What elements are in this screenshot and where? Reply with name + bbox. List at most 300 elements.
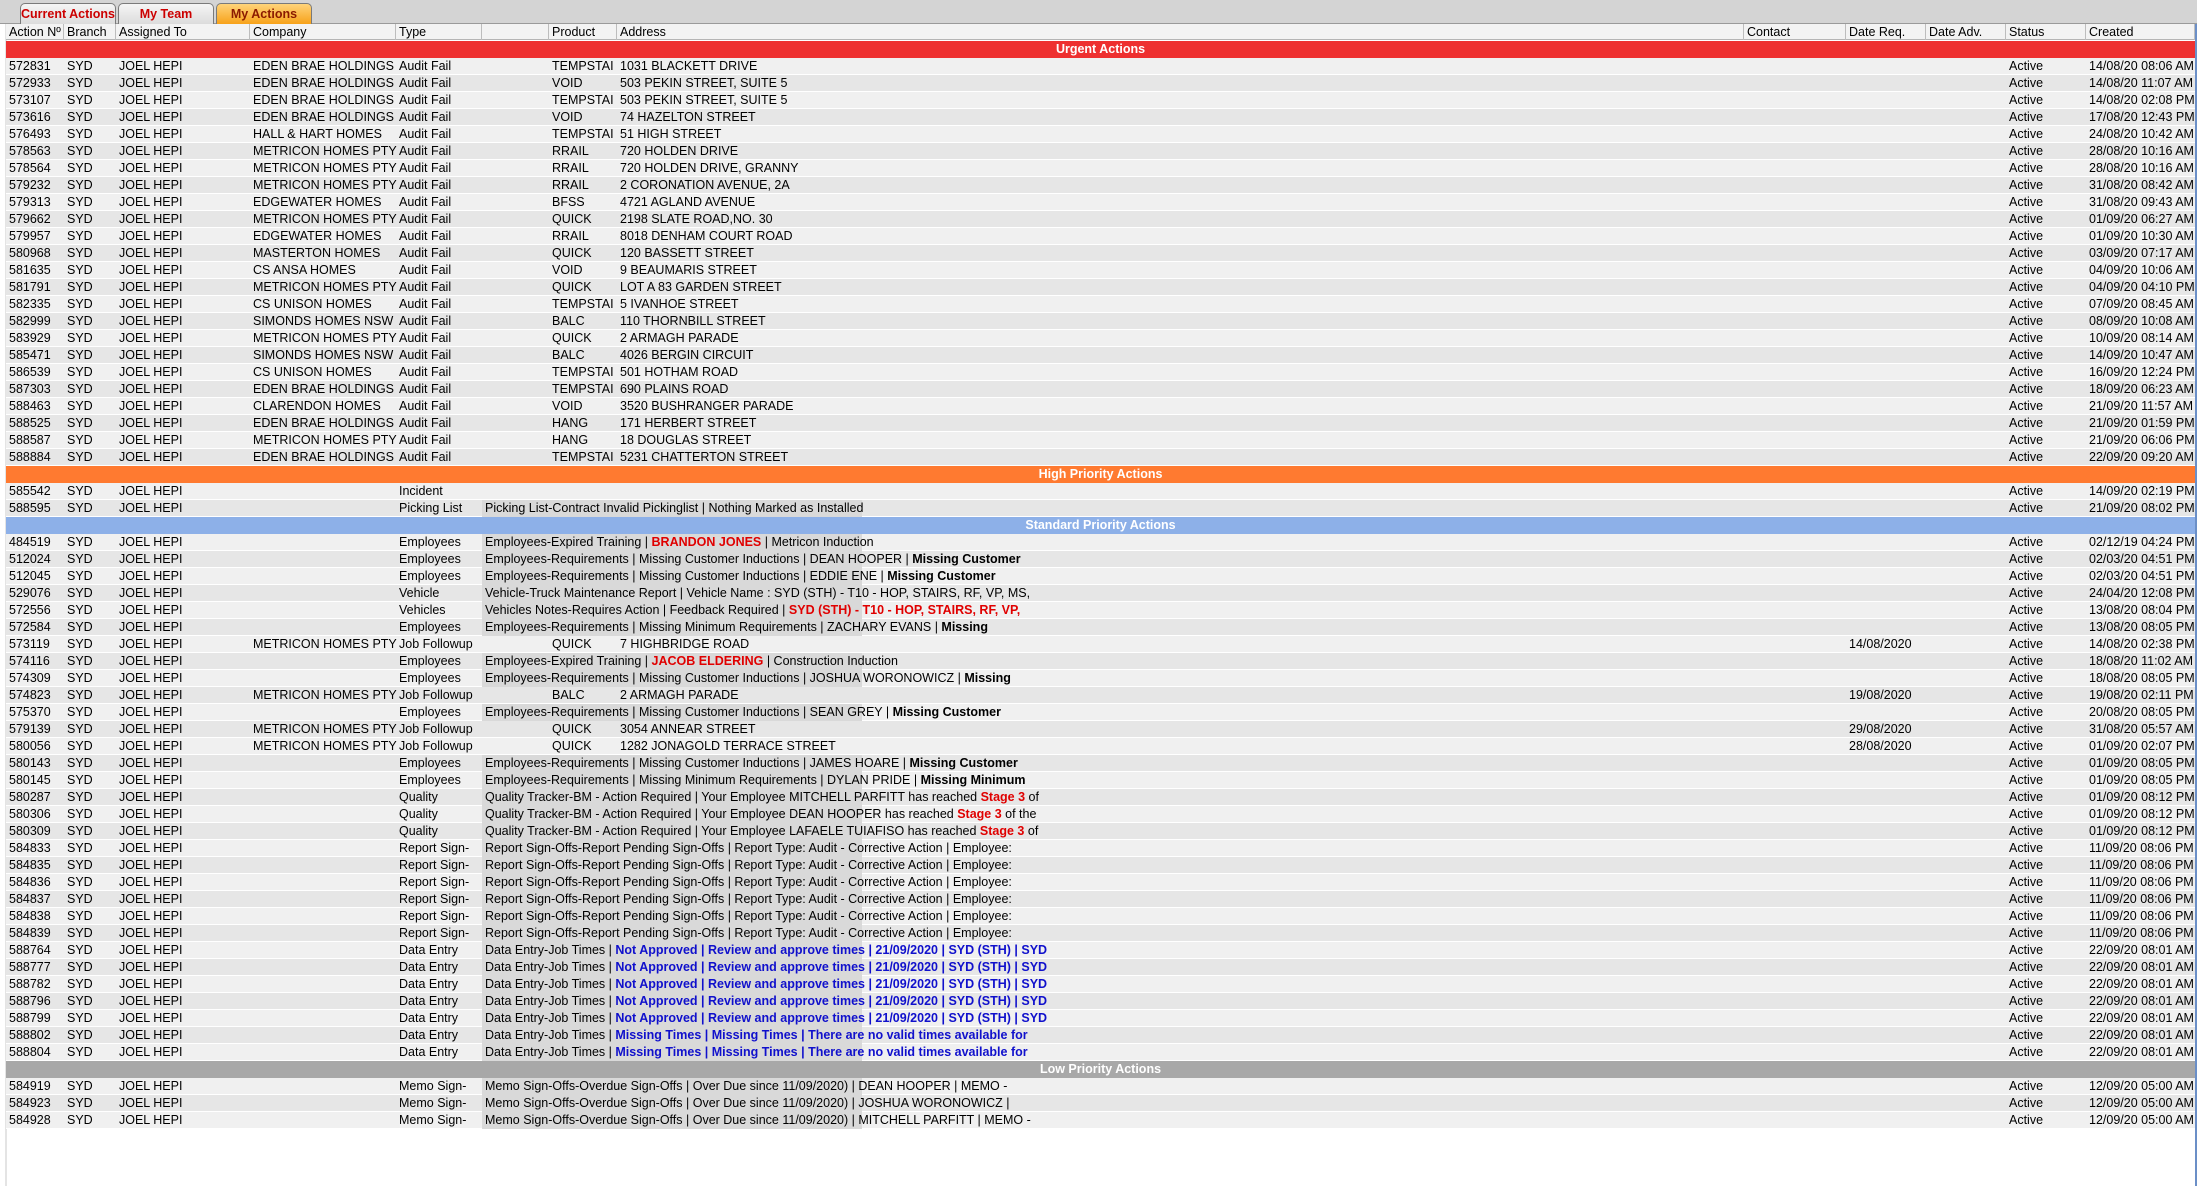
table-row[interactable] xyxy=(6,959,2195,976)
description-part: Memo Sign-Offs-Overdue Sign-Offs | Over Due since 11/09/2020) | JOSHUA WORONOWICZ | xyxy=(485,1096,1010,1110)
table-row[interactable] xyxy=(6,160,2195,177)
table-row[interactable] xyxy=(6,1078,2195,1095)
section-header-urgent-actions[interactable]: Urgent Actions xyxy=(6,41,2195,58)
table-row[interactable] xyxy=(6,823,2195,840)
cell-company: METRICON HOMES PTY xyxy=(253,722,397,736)
table-row[interactable] xyxy=(6,313,2195,330)
cell-address: 1031 BLACKETT DRIVE xyxy=(620,59,758,73)
cell-assigned-to: JOEL HEPI xyxy=(119,484,183,498)
column-header-date-requested[interactable]: Date Req. xyxy=(1846,24,1926,40)
cell-address: 51 HIGH STREET xyxy=(620,127,722,141)
table-row[interactable] xyxy=(6,874,2195,891)
table-row[interactable] xyxy=(6,976,2195,993)
cell-company: CLARENDON HOMES xyxy=(253,399,381,413)
description-part: Employees-Requirements | Missing Minimum Requirements | ZACHARY EVANS | xyxy=(485,620,942,634)
cell-type: Report Sign- xyxy=(399,909,470,923)
table-row[interactable] xyxy=(6,891,2195,908)
cell-company xyxy=(250,959,396,975)
cell-assigned-to: JOEL HEPI xyxy=(119,144,183,158)
cell-assigned-to: JOEL HEPI xyxy=(119,195,183,209)
cell-type: Audit Fail xyxy=(399,178,452,192)
table-row[interactable] xyxy=(6,1044,2195,1061)
table-row[interactable] xyxy=(6,993,2195,1010)
cell-contact xyxy=(1744,704,1846,720)
table-row[interactable] xyxy=(6,126,2195,143)
description-part[interactable]: Stage 3 xyxy=(957,807,1002,821)
cell-contact xyxy=(1744,279,1846,295)
cell-company: HALL & HART HOMES xyxy=(253,127,382,141)
cell-description xyxy=(482,602,1021,619)
cell-date-requested xyxy=(1846,262,1926,278)
cell-created: 28/08/20 10:16 AM xyxy=(2089,161,2194,175)
tab-my-team[interactable]: My Team xyxy=(118,3,214,24)
cell-date-advised xyxy=(1926,313,2006,329)
table-row[interactable] xyxy=(6,840,2195,857)
cell-type: Data Entry xyxy=(399,994,459,1008)
cell-company xyxy=(250,704,396,720)
cell-branch: SYD xyxy=(67,399,93,413)
table-row[interactable] xyxy=(6,806,2195,823)
cell-created: 01/09/20 08:12 PM xyxy=(2089,807,2195,821)
table-row[interactable] xyxy=(6,738,2195,755)
cell-product: RRAIL xyxy=(552,144,589,158)
cell-description xyxy=(482,585,1031,602)
cell-product: VOID xyxy=(552,110,583,124)
cell-type: Audit Fail xyxy=(399,348,452,362)
cell-status: Active xyxy=(2009,977,2044,991)
table-row[interactable] xyxy=(6,177,2195,194)
cell-address: 2198 SLATE ROAD,NO. 30 xyxy=(620,212,773,226)
cell-company: EDEN BRAE HOLDINGS xyxy=(253,382,395,396)
cell-status: Active xyxy=(2009,195,2044,209)
table-row[interactable] xyxy=(6,415,2195,432)
tab-my-actions[interactable]: My Actions xyxy=(216,3,312,24)
cell-date-requested xyxy=(1846,925,1926,941)
cell-status: Active xyxy=(2009,994,2044,1008)
cell-date-advised xyxy=(1926,619,2006,635)
cell-assigned-to: JOEL HEPI xyxy=(119,858,183,872)
cell-status: Active xyxy=(2009,943,2044,957)
cell-product: VOID xyxy=(552,399,583,413)
table-row[interactable] xyxy=(6,211,2195,228)
cell-date-advised xyxy=(1926,296,2006,312)
cell-status: Active xyxy=(2009,756,2044,770)
cell-address: 3054 ANNEAR STREET xyxy=(620,722,756,736)
cell-created: 12/09/20 05:00 AM xyxy=(2089,1096,2194,1110)
section-header-high-priority-actions[interactable]: High Priority Actions xyxy=(6,466,2195,483)
cell-assigned-to: JOEL HEPI xyxy=(119,93,183,107)
section-header-low-priority-actions[interactable]: Low Priority Actions xyxy=(6,1061,2195,1078)
column-header-status[interactable]: Status xyxy=(2006,24,2086,40)
cell-action-number: 584836 xyxy=(9,875,51,889)
cell-address: 5 IVANHOE STREET xyxy=(620,297,739,311)
cell-branch: SYD xyxy=(67,790,93,804)
cell-action-number: 574309 xyxy=(9,671,51,685)
cell-assigned-to: JOEL HEPI xyxy=(119,535,183,549)
description-part: Employees-Requirements | Missing Customer Inductions | EDDIE ENE | xyxy=(485,569,888,583)
table-row[interactable] xyxy=(6,245,2195,262)
cell-assigned-to: JOEL HEPI xyxy=(119,552,183,566)
cell-contact xyxy=(1744,993,1846,1009)
cell-contact xyxy=(1744,636,1846,652)
table-row[interactable] xyxy=(6,551,2195,568)
description-part[interactable]: Stage 3 xyxy=(980,790,1026,804)
cell-status: Active xyxy=(2009,1096,2044,1110)
cell-address: 9 BEAUMARIS STREET xyxy=(620,263,757,277)
cell-status: Active xyxy=(2009,790,2044,804)
table-row[interactable] xyxy=(6,755,2195,772)
cell-action-number: 579139 xyxy=(9,722,51,736)
description-part[interactable]: Not Approved | Review and approve times | 21/09/2020 | SYD (STH) | SYD xyxy=(615,1011,1048,1025)
cell-contact xyxy=(1744,500,1846,516)
tab-current-actions[interactable]: Current Actions xyxy=(20,3,116,24)
cell-action-number: 578563 xyxy=(9,144,51,158)
cell-company: EDEN BRAE HOLDINGS xyxy=(253,416,395,430)
table-row[interactable] xyxy=(6,670,2195,687)
description-part[interactable]: SYD (STH) - T10 - HOP, STAIRS, RF, VP, xyxy=(788,603,1021,617)
cell-address: 2 CORONATION AVENUE, 2A xyxy=(620,178,790,192)
cell-created: 21/09/20 11:57 AM xyxy=(2089,399,2194,413)
cell-description xyxy=(482,976,1048,993)
cell-status: Active xyxy=(2009,875,2044,889)
cell-status: Active xyxy=(2009,603,2044,617)
cell-created: 16/09/20 12:24 PM xyxy=(2089,365,2195,379)
cell-date-requested xyxy=(1846,874,1926,890)
table-row[interactable] xyxy=(6,568,2195,585)
cell-contact xyxy=(1744,551,1846,567)
cell-action-number: 580309 xyxy=(9,824,51,838)
cell-created: 02/03/20 04:51 PM xyxy=(2089,569,2195,583)
table-row[interactable] xyxy=(6,109,2195,126)
description-part: Report Sign-Offs-Report Pending Sign-Offs | Report Type: Audit - Corrective Action | Employee: xyxy=(485,875,1012,889)
cell-date-advised xyxy=(1926,823,2006,839)
description-part: Memo Sign-Offs-Overdue Sign-Offs | Over Due since 11/09/2020) | DEAN HOOPER | MEMO - xyxy=(485,1079,1008,1093)
description-part[interactable]: Not Approved | Review and approve times | 21/09/2020 | SYD (STH) | SYD xyxy=(615,977,1048,991)
cell-date-requested xyxy=(1846,415,1926,431)
cell-company xyxy=(250,568,396,584)
cell-type: Report Sign- xyxy=(399,926,470,940)
cell-product: TEMPSTAI xyxy=(552,93,614,107)
cell-description xyxy=(482,942,1048,959)
cell-assigned-to: JOEL HEPI xyxy=(119,365,183,379)
cell-company: METRICON HOMES PTY xyxy=(253,331,397,345)
table-row[interactable] xyxy=(6,194,2195,211)
cell-description xyxy=(482,534,874,551)
description-part[interactable]: Not Approved | Review and approve times | 21/09/2020 | SYD (STH) | SYD xyxy=(615,994,1048,1008)
description-part[interactable]: Missing Times | Missing Times | There are no valid times available for xyxy=(615,1045,1028,1059)
cell-action-number: 588796 xyxy=(9,994,51,1008)
cell-type: Memo Sign- xyxy=(399,1113,467,1127)
cell-date-requested xyxy=(1846,75,1926,91)
table-row[interactable] xyxy=(6,534,2195,551)
cell-product: TEMPSTAI xyxy=(552,297,614,311)
cell-date-requested xyxy=(1846,891,1926,907)
cell-date-advised xyxy=(1926,279,2006,295)
cell-product xyxy=(549,483,617,499)
column-header-branch[interactable]: Branch xyxy=(64,24,116,40)
table-row[interactable] xyxy=(6,262,2195,279)
cell-date-advised xyxy=(1926,551,2006,567)
cell-date-requested xyxy=(1846,160,1926,176)
cell-type: Employees xyxy=(399,705,461,719)
cell-date-advised xyxy=(1926,721,2006,737)
cell-branch: SYD xyxy=(67,348,93,362)
cell-date-advised xyxy=(1926,1095,2006,1111)
cell-created: 31/08/20 08:42 AM xyxy=(2089,178,2194,192)
cell-status: Active xyxy=(2009,569,2044,583)
table-row[interactable] xyxy=(6,364,2195,381)
cell-date-advised xyxy=(1926,687,2006,703)
cell-type: Employees xyxy=(399,569,461,583)
cell-action-number: 572584 xyxy=(9,620,51,634)
cell-address: 8018 DENHAM COURT ROAD xyxy=(620,229,793,243)
cell-branch: SYD xyxy=(67,535,93,549)
description-part: Missing Customer xyxy=(887,569,996,583)
cell-branch: SYD xyxy=(67,433,93,447)
cell-status: Active xyxy=(2009,620,2044,634)
section-header-standard-priority-actions[interactable]: Standard Priority Actions xyxy=(6,517,2195,534)
description-part[interactable]: Not Approved | Review and approve times | 21/09/2020 | SYD (STH) | SYD xyxy=(615,943,1048,957)
table-row[interactable] xyxy=(6,483,2195,500)
cell-type: Audit Fail xyxy=(399,212,452,226)
table-row[interactable] xyxy=(6,432,2195,449)
table-row[interactable] xyxy=(6,1027,2195,1044)
column-header-type[interactable]: Type xyxy=(396,24,482,40)
description-part: Missing Customer xyxy=(912,552,1021,566)
description-part: Employees-Requirements | Missing Customer Inductions | SEAN GREY | xyxy=(485,705,893,719)
cell-contact xyxy=(1744,874,1846,890)
cell-date-advised xyxy=(1926,92,2006,108)
description-part: Data Entry-Job Times | xyxy=(485,977,616,991)
description-part[interactable]: Stage 3 xyxy=(979,824,1025,838)
table-row[interactable] xyxy=(6,619,2195,636)
cell-date-requested xyxy=(1846,330,1926,346)
cell-branch: SYD xyxy=(67,501,93,515)
description-part[interactable]: Not Approved | Review and approve times | 21/09/2020 | SYD (STH) | SYD xyxy=(615,960,1048,974)
cell-assigned-to: JOEL HEPI xyxy=(119,569,183,583)
table-row[interactable] xyxy=(6,449,2195,466)
column-header-date-advised[interactable]: Date Adv. xyxy=(1926,24,2006,40)
cell-date-requested xyxy=(1846,959,1926,975)
table-row[interactable] xyxy=(6,1112,2195,1129)
table-row[interactable] xyxy=(6,687,2195,704)
cell-contact xyxy=(1744,1027,1846,1043)
table-row[interactable] xyxy=(6,398,2195,415)
cell-type: Quality xyxy=(399,807,438,821)
cell-branch: SYD xyxy=(67,671,93,685)
cell-assigned-to: JOEL HEPI xyxy=(119,1113,183,1127)
cell-branch: SYD xyxy=(67,586,93,600)
cell-assigned-to: JOEL HEPI xyxy=(119,1045,183,1059)
cell-company xyxy=(250,1044,396,1060)
cell-type: Audit Fail xyxy=(399,127,452,141)
cell-action-number: 572556 xyxy=(9,603,51,617)
cell-date-requested xyxy=(1846,840,1926,856)
cell-status: Active xyxy=(2009,450,2044,464)
cell-address: 1282 JONAGOLD TERRACE STREET xyxy=(620,739,836,753)
cell-address: 720 HOLDEN DRIVE xyxy=(620,144,739,158)
cell-contact xyxy=(1744,908,1846,924)
cell-status: Active xyxy=(2009,314,2044,328)
cell-date-requested xyxy=(1846,194,1926,210)
cell-date-requested: 29/08/2020 xyxy=(1849,722,1912,736)
cell-created: 22/09/20 08:01 AM xyxy=(2089,977,2194,991)
cell-product: BALC xyxy=(552,314,585,328)
section-rows xyxy=(6,1078,2195,1129)
table-row[interactable] xyxy=(6,857,2195,874)
table-row[interactable] xyxy=(6,721,2195,738)
cell-address: 74 HAZELTON STREET xyxy=(620,110,756,124)
cell-product: QUICK xyxy=(552,722,592,736)
cell-date-requested xyxy=(1846,942,1926,958)
column-header-company[interactable]: Company xyxy=(250,24,396,40)
cell-description xyxy=(482,857,1012,874)
cell-date-advised xyxy=(1926,347,2006,363)
cell-created: 20/08/20 08:05 PM xyxy=(2089,705,2195,719)
cell-type: Incident xyxy=(399,484,443,498)
table-row[interactable] xyxy=(6,347,2195,364)
cell-created: 04/09/20 04:10 PM xyxy=(2089,280,2195,294)
cell-status: Active xyxy=(2009,739,2044,753)
cell-product: TEMPSTAI xyxy=(552,59,614,73)
table-row[interactable] xyxy=(6,381,2195,398)
cell-description xyxy=(482,1044,1028,1061)
cell-assigned-to: JOEL HEPI xyxy=(119,756,183,770)
cell-company xyxy=(250,993,396,1009)
cell-address: 18 DOUGLAS STREET xyxy=(620,433,752,447)
table-row[interactable] xyxy=(6,925,2195,942)
column-header-action-number[interactable]: Action Nº xyxy=(6,24,64,40)
table-row[interactable] xyxy=(6,92,2195,109)
cell-assigned-to: JOEL HEPI xyxy=(119,943,183,957)
cell-action-number: 580143 xyxy=(9,756,51,770)
cell-status: Active xyxy=(2009,161,2044,175)
cell-type: Audit Fail xyxy=(399,246,452,260)
column-header-assigned-to[interactable]: Assigned To xyxy=(116,24,250,40)
table-row[interactable] xyxy=(6,75,2195,92)
table-row[interactable] xyxy=(6,143,2195,160)
cell-branch: SYD xyxy=(67,705,93,719)
cell-date-advised xyxy=(1926,58,2006,74)
table-row[interactable] xyxy=(6,500,2195,517)
cell-company: EDGEWATER HOMES xyxy=(253,229,382,243)
table-row[interactable] xyxy=(6,908,2195,925)
cell-status: Active xyxy=(2009,246,2044,260)
cell-created: 22/09/20 08:01 AM xyxy=(2089,960,2194,974)
table-row[interactable] xyxy=(6,1010,2195,1027)
cell-created: 12/09/20 05:00 AM xyxy=(2089,1079,2194,1093)
cell-date-requested xyxy=(1846,1044,1926,1060)
cell-assigned-to: JOEL HEPI xyxy=(119,841,183,855)
cell-action-number: 587303 xyxy=(9,382,51,396)
cell-assigned-to: JOEL HEPI xyxy=(119,807,183,821)
cell-contact xyxy=(1744,840,1846,856)
cell-address: 503 PEKIN STREET, SUITE 5 xyxy=(620,76,788,90)
table-row[interactable] xyxy=(6,704,2195,721)
cell-company: SIMONDS HOMES NSW xyxy=(253,314,394,328)
cell-created: 14/08/20 08:06 AM xyxy=(2089,59,2194,73)
cell-created: 18/08/20 08:05 PM xyxy=(2089,671,2195,685)
cell-branch: SYD xyxy=(67,1011,93,1025)
cell-action-number: 588799 xyxy=(9,1011,51,1025)
table-row[interactable] xyxy=(6,228,2195,245)
table-row[interactable] xyxy=(6,942,2195,959)
cell-type: Data Entry xyxy=(399,1011,459,1025)
column-header-product[interactable]: Product xyxy=(549,24,617,40)
cell-assigned-to: JOEL HEPI xyxy=(119,501,183,515)
cell-description xyxy=(482,789,1039,806)
cell-action-number: 583929 xyxy=(9,331,51,345)
cell-assigned-to: JOEL HEPI xyxy=(119,59,183,73)
cell-company xyxy=(250,942,396,958)
cell-status: Active xyxy=(2009,127,2044,141)
cell-action-number: 578564 xyxy=(9,161,51,175)
cell-date-advised xyxy=(1926,585,2006,601)
cell-assigned-to: JOEL HEPI xyxy=(119,348,183,362)
cell-status: Active xyxy=(2009,586,2044,600)
column-header-blank[interactable] xyxy=(482,24,549,40)
table-row[interactable] xyxy=(6,789,2195,806)
cell-type: Data Entry xyxy=(399,1028,459,1042)
cell-description xyxy=(482,1095,1010,1112)
cell-date-advised xyxy=(1926,653,2006,669)
cell-contact xyxy=(1744,1044,1846,1060)
cell-assigned-to: JOEL HEPI xyxy=(119,433,183,447)
table-row[interactable] xyxy=(6,330,2195,347)
table-row[interactable] xyxy=(6,772,2195,789)
cell-contact xyxy=(1744,262,1846,278)
cell-type: Audit Fail xyxy=(399,399,452,413)
cell-branch: SYD xyxy=(67,875,93,889)
cell-branch: SYD xyxy=(67,484,93,498)
cell-action-number: 529076 xyxy=(9,586,51,600)
cell-company xyxy=(250,619,396,635)
table-row[interactable] xyxy=(6,1095,2195,1112)
description-part[interactable]: BRANDON JONES xyxy=(651,535,762,549)
column-header-created[interactable]: Created xyxy=(2086,24,2195,40)
table-row[interactable] xyxy=(6,636,2195,653)
cell-created: 21/09/20 08:02 PM xyxy=(2089,501,2195,515)
description-part[interactable]: Missing Times | Missing Times | There are no valid times available for xyxy=(615,1028,1028,1042)
cell-type: Quality xyxy=(399,790,438,804)
cell-assigned-to: JOEL HEPI xyxy=(119,790,183,804)
table-row[interactable] xyxy=(6,653,2195,670)
cell-company xyxy=(250,500,396,516)
table-row[interactable] xyxy=(6,296,2195,313)
column-header-contact[interactable]: Contact xyxy=(1744,24,1846,40)
cell-branch: SYD xyxy=(67,246,93,260)
cell-action-number: 588802 xyxy=(9,1028,51,1042)
cell-company: EDEN BRAE HOLDINGS xyxy=(253,450,395,464)
cell-created: 31/08/20 05:57 AM xyxy=(2089,722,2194,736)
cell-created: 13/08/20 08:04 PM xyxy=(2089,603,2195,617)
cell-type: Audit Fail xyxy=(399,161,452,175)
column-header-address[interactable]: Address xyxy=(617,24,1744,40)
cell-assigned-to: JOEL HEPI xyxy=(119,399,183,413)
table-row[interactable] xyxy=(6,602,2195,619)
cell-action-number: 512045 xyxy=(9,569,51,583)
table-row[interactable] xyxy=(6,58,2195,75)
cell-type: Audit Fail xyxy=(399,297,452,311)
cell-status: Active xyxy=(2009,807,2044,821)
table-row[interactable] xyxy=(6,279,2195,296)
table-row[interactable] xyxy=(6,585,2195,602)
cell-action-number: 574116 xyxy=(9,654,50,668)
cell-address: 2 ARMAGH PARADE xyxy=(620,331,739,345)
cell-date-advised xyxy=(1926,891,2006,907)
description-part[interactable]: JACOB ELDERING xyxy=(651,654,764,668)
cell-type: Job Followup xyxy=(399,722,473,736)
